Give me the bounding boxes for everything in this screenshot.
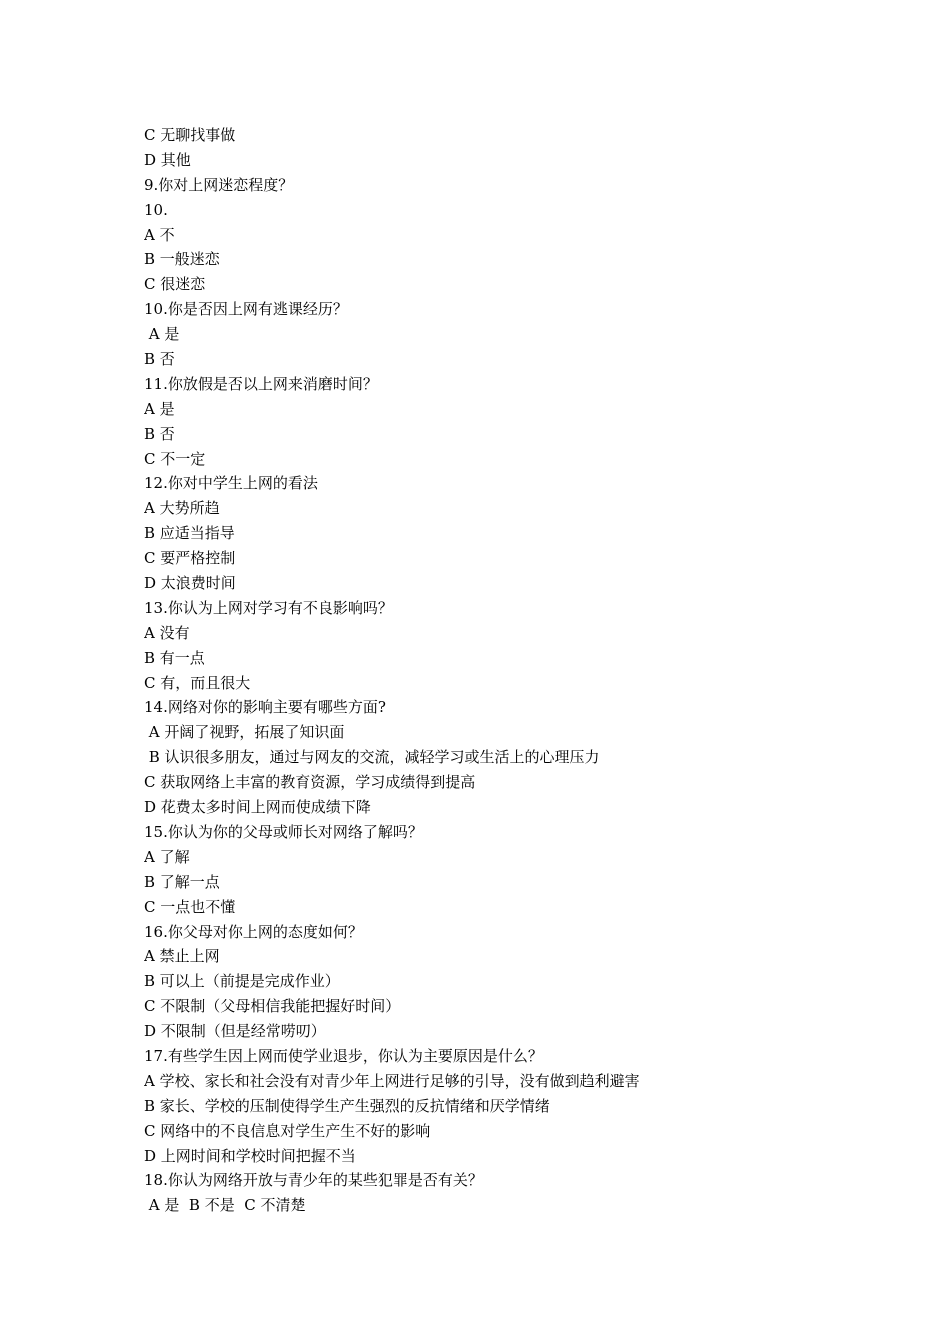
text-line: B 否: [144, 350, 175, 369]
text-line: 17.有些学生因上网而使学业退步，你认为主要原因是什么？: [144, 1046, 543, 1065]
text-line: 16.你父母对你上网的态度如何？: [144, 922, 363, 941]
text-line: B 认识很多朋友，通过与网友的交流，减轻学习或生活上的心理压力: [144, 748, 600, 767]
text-line: 11.你放假是否以上网来消磨时间？: [144, 374, 378, 393]
text-line: A 开阔了视野，拓展了知识面: [144, 723, 345, 742]
text-line: C 不一定: [144, 449, 206, 468]
text-line: A 是: [144, 399, 175, 418]
text-line: 13.你认为上网对学习有不良影响吗？: [144, 598, 393, 617]
text-line: C 一点也不懂: [144, 897, 236, 916]
text-line: 10.: [144, 200, 168, 219]
text-line: B 有一点: [144, 648, 205, 667]
text-line: D 花费太多时间上网而使成绩下降: [144, 798, 371, 817]
text-line: C 网络中的不良信息对学生产生不好的影响: [144, 1121, 431, 1140]
text-line: C 有，而且很大: [144, 673, 251, 692]
text-line: A 没有: [144, 623, 190, 642]
text-line: B 了解一点: [144, 872, 220, 891]
text-line: B 应适当指导: [144, 524, 235, 543]
text-line: C 要严格控制: [144, 549, 236, 568]
text-line: A 大势所趋: [144, 499, 220, 518]
text-line: 15.你认为你的父母或师长对网络了解吗？: [144, 822, 423, 841]
text-line: C 获取网络上丰富的教育资源，学习成绩得到提高: [144, 773, 476, 792]
text-line: D 其他: [144, 150, 191, 169]
text-line: A 不: [144, 225, 175, 244]
text-line: A 学校、家长和社会没有对青少年上网进行足够的引导，没有做到趋利避害: [144, 1071, 640, 1090]
text-line: D 上网时间和学校时间把握不当: [144, 1146, 356, 1165]
text-line: C 很迷恋: [144, 275, 206, 294]
text-line: D 太浪费时间: [144, 574, 236, 593]
text-line: 9.你对上网迷恋程度？: [144, 175, 294, 194]
text-line: A 了解: [144, 847, 190, 866]
survey-text-body: [144, 123, 844, 1218]
text-line: B 可以上（前提是完成作业）: [144, 972, 340, 991]
text-line: A 是 B 不是 C 不清楚: [144, 1196, 306, 1215]
text-line: 12.你对中学生上网的看法: [144, 474, 318, 493]
text-line: C 无聊找事做: [144, 126, 236, 144]
text-line: D 不限制（但是经常唠叨）: [144, 1022, 326, 1041]
text-line: 18.你认为网络开放与青少年的某些犯罪是否有关？: [144, 1171, 483, 1190]
text-line: A 是: [144, 325, 180, 344]
text-line: A 禁止上网: [144, 947, 220, 966]
text-line: C 不限制（父母相信我能把握好时间）: [144, 997, 401, 1016]
text-line: 10.你是否因上网有逃课经历？: [144, 300, 348, 319]
text-line: 14.网络对你的影响主要有哪些方面?: [144, 698, 386, 717]
text-line: B 一般迷恋: [144, 250, 220, 269]
text-line: B 家长、学校的压制使得学生产生强烈的反抗情绪和厌学情绪: [144, 1096, 550, 1115]
text-line: B 否: [144, 424, 175, 443]
